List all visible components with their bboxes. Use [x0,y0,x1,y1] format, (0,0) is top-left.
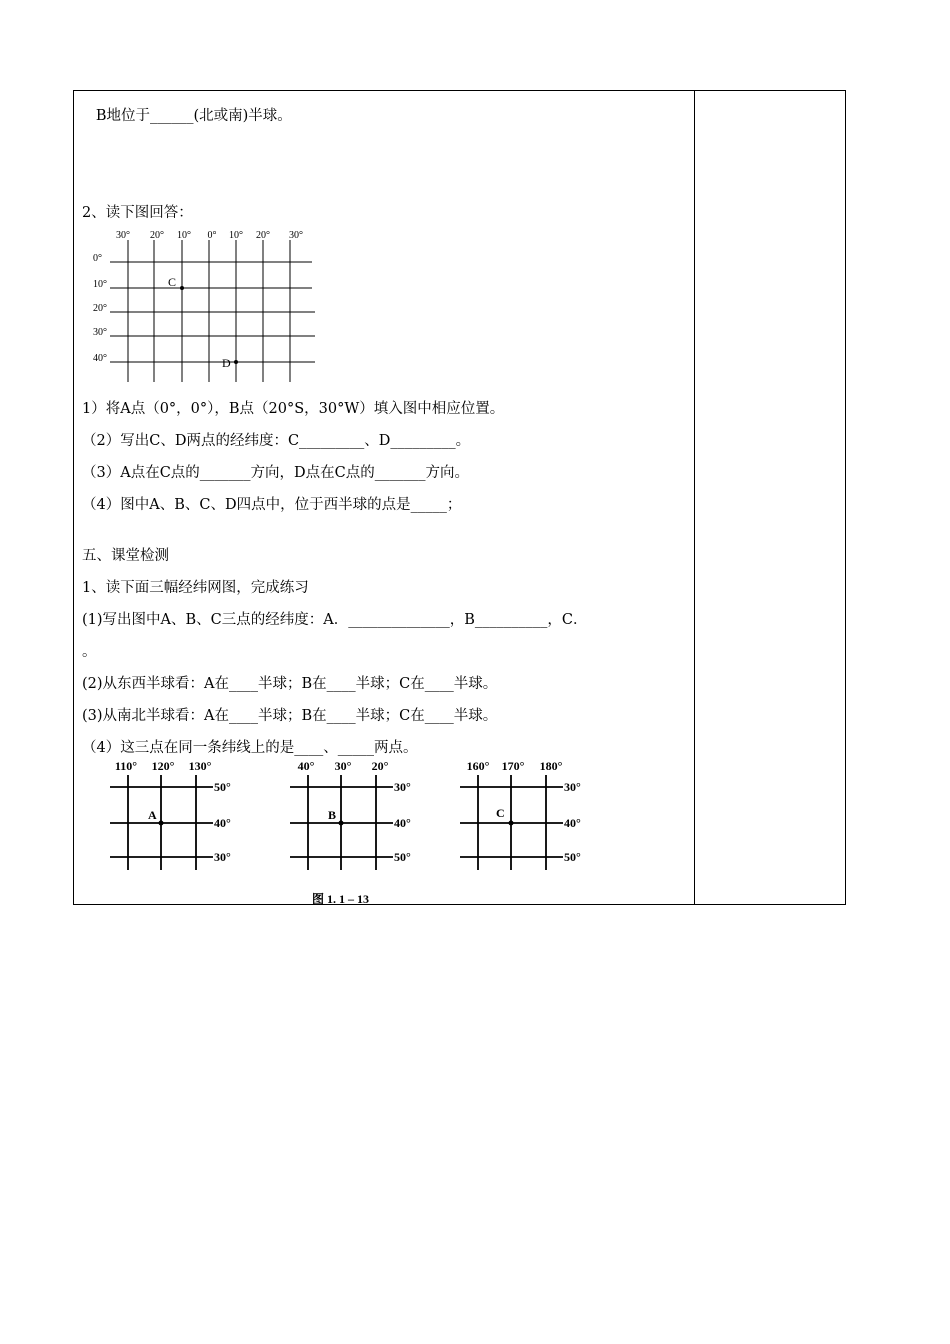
grid1-top-label: 30° [116,230,130,241]
grid1-top-label: 0° [207,230,217,241]
question-2-2: （2）写出C、D两点的经纬度：C_________、D_________。 [82,433,471,449]
grid1-point-label-d: D [222,356,231,370]
grid1-top-label: 20° [256,230,270,241]
exercise-1-2: (2)从东西半球看：A在____半球；B在____半球；C在____半球。 [82,676,498,692]
grid1-lines [110,240,315,382]
grid1-top-label: 30° [289,230,303,241]
grid-b-top-label: 20° [371,759,389,773]
grid-c-top-label: 170° [501,759,525,773]
question-2-1: 1）将A点（0°，0°），B点（20°S，30°W）填入图中相应位置。 [82,401,505,417]
lat-lon-grid-a [108,757,248,872]
grid-a-right-label: 40° [214,816,231,830]
grid-a-point-label: A [148,808,157,822]
question-2-4: （4）图中A、B、C、D四点中，位于西半球的点是_____； [82,497,462,513]
grid1-left-label: 40° [93,353,107,364]
grid-c-top-label: 160° [466,759,490,773]
figure-caption: 图 1. 1 – 13 [312,892,370,906]
grid-a-top-label: 110° [114,759,138,773]
grid1-top-label: 10° [229,230,243,241]
section-5-heading: 五、课堂检测 [82,548,169,564]
grid-b-point-label: B [328,808,337,822]
grid-c-top-label: 180° [539,759,563,773]
exercise-1-4: （4）这三点在同一条纬线上的是____、_____两点。 [82,740,418,756]
grid1-top-label: 10° [177,230,191,241]
grid-c-point [509,821,514,826]
grid1-point-label-c: C [168,275,177,289]
grid-a-top-label: 130° [188,759,212,773]
grid-c-right-label: 40° [564,816,581,830]
grid-c-point-label: C [496,806,505,820]
grid-a-right-label: 50° [214,780,231,794]
exercise-1-title: 1、读下面三幅经纬网图，完成练习 [82,580,309,596]
grid1-point-c [180,286,184,290]
grid-b-right-label: 40° [394,816,411,830]
grid-c-right-label: 30° [564,780,581,794]
grid1-left-label: 0° [93,253,102,264]
grid-b-point [339,821,344,826]
lat-lon-grid-1 [85,225,325,385]
grid1-top-label: 20° [150,230,164,241]
grid-b-right-label: 30° [394,780,411,794]
exercise-1-1-end: 。 [82,644,97,660]
text-line-b-hemisphere: B地位于______(北或南)半球。 [82,108,292,124]
grid-b-top-label: 40° [297,759,315,773]
grid1-left-label: 30° [93,327,107,338]
grid-a-point [159,821,164,826]
column-divider [694,90,695,905]
grid-c-right-label: 50° [564,850,581,864]
exercise-1-3: (3)从南北半球看：A在____半球；B在____半球；C在____半球。 [82,708,498,724]
grid-b-top-label: 30° [334,759,352,773]
grid-b-right-label: 50° [394,850,411,864]
exercise-1-1: (1)写出图中A、B、C三点的经纬度：A．______________，B__________，C． [82,612,588,628]
question-2-title: 2、读下图回答： [82,205,193,221]
lat-lon-grid-c [458,757,598,872]
lat-lon-grid-b [288,757,428,872]
grid-a-right-label: 30° [214,850,231,864]
grid-a-top-label: 120° [151,759,175,773]
grid1-point-d [234,360,238,364]
question-2-3: （3）A点在C点的_______方向，D点在C点的_______方向。 [82,465,470,481]
grid1-left-label: 10° [93,279,107,290]
grid1-left-label: 20° [93,303,107,314]
